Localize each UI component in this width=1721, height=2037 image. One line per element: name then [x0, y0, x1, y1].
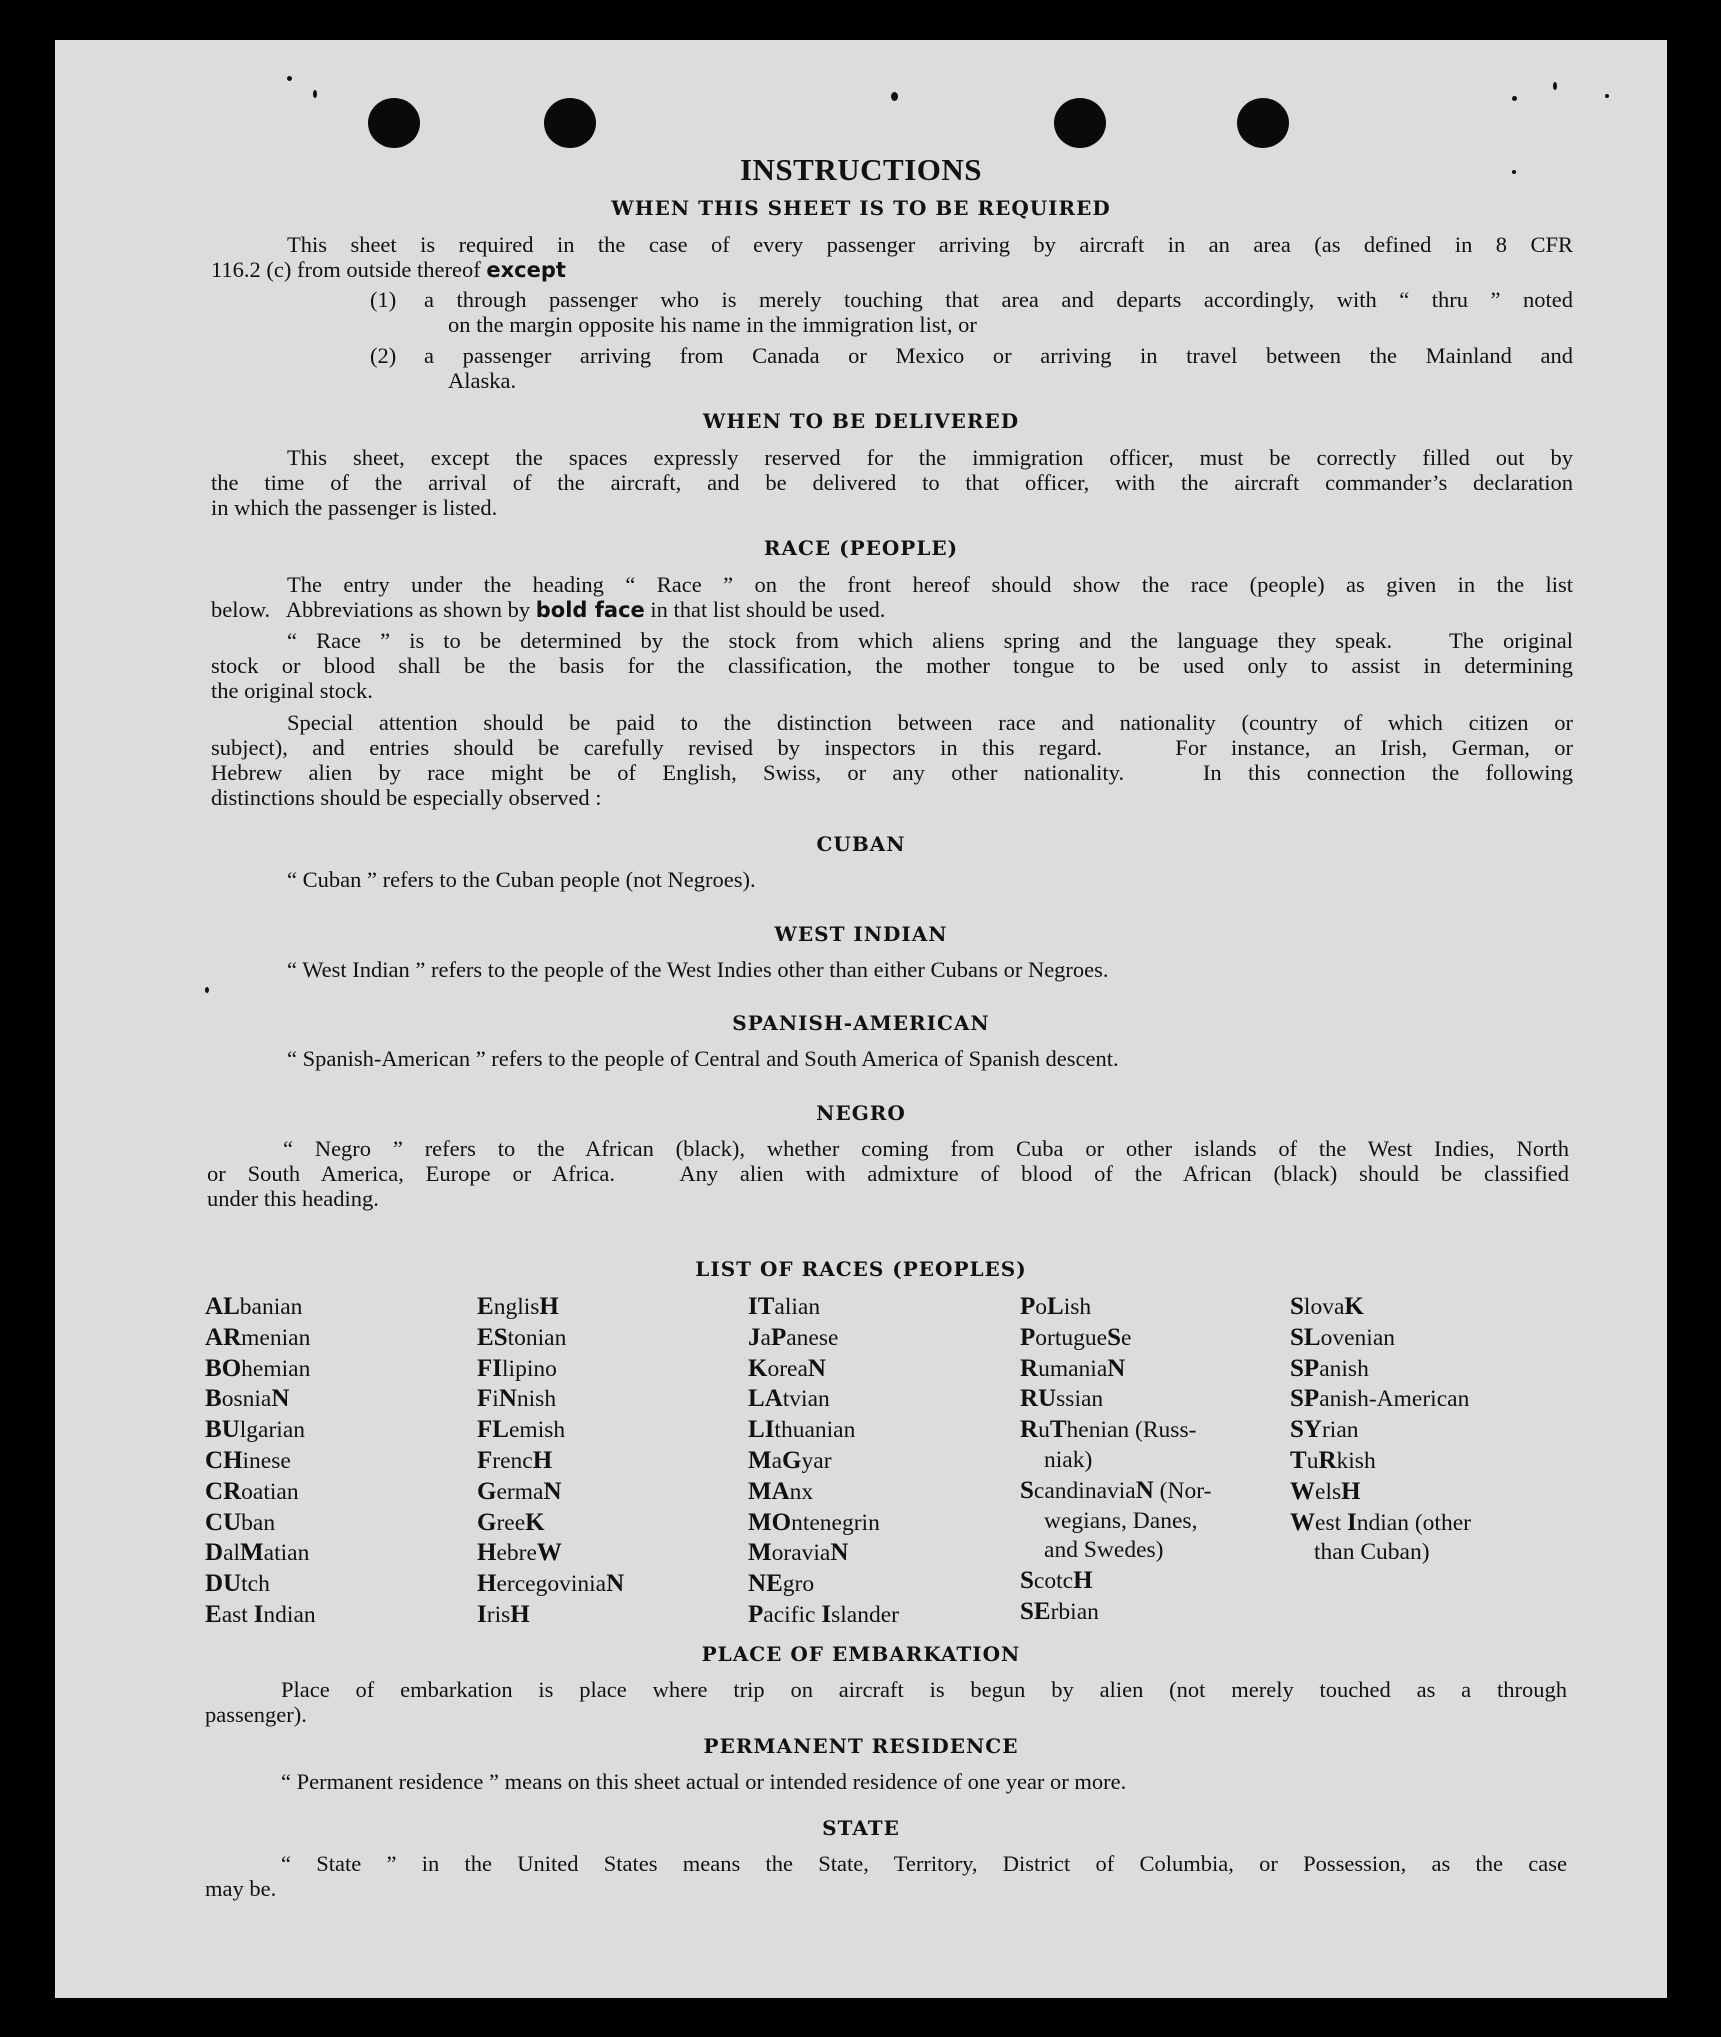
race-list-item: EnglisH [477, 1293, 559, 1320]
text-line: below. Abbreviations as shown by [211, 597, 531, 622]
race-list-item: MoraviaN [748, 1539, 849, 1567]
race-list-item: and Swedes) [1044, 1537, 1164, 1564]
race-list-item: WelsH [1290, 1477, 1361, 1505]
except-emphasis: except [486, 258, 566, 282]
race-column [1020, 1292, 1211, 1628]
race-list-item: SlovaK [1290, 1293, 1364, 1320]
paragraph-race-3 [211, 710, 1573, 810]
section-heading-spanish-american: SPANISH-AMERICAN [732, 1011, 990, 1035]
race-list-item: KoreaN [748, 1354, 826, 1382]
text-line: Special attention should be paid to the distinction between race and nationality (country of which citizen or [287, 710, 1573, 735]
text-line: a passenger arriving from Canada or Mexico or arriving in travel between the Mainland and [424, 343, 1573, 368]
race-list-item: RumaniaN [1020, 1354, 1126, 1382]
race-list-item: SPanish-American [1290, 1385, 1470, 1413]
race-list-item: PortugueSe [1020, 1323, 1132, 1351]
paragraph-spanish-american [211, 1046, 1573, 1071]
item-number: (2) [370, 343, 397, 368]
text-line: “ West Indian ” refers to the people of the West Indies other than either Cubans or Negroes. [287, 957, 1109, 982]
section-heading-state: STATE [822, 1816, 900, 1840]
text-line: on the margin opposite his name in the immigration list, or [448, 312, 977, 337]
item-text [424, 343, 1573, 393]
race-column [205, 1292, 316, 1631]
paragraph-permanent-residence [205, 1769, 1567, 1794]
race-list-item: BOhemian [205, 1354, 311, 1382]
text-line: the time of the arrival of the aircraft, and be delivered to that officer, with the aircraft commander’s declaration [211, 470, 1573, 495]
text-line: stock or blood shall be the basis for the classification, the mother tongue to be used only to assist in determining [211, 653, 1573, 678]
document-sheet [55, 40, 1667, 1998]
race-list-item: SYrian [1290, 1416, 1359, 1444]
race-list-item: SLovenian [1290, 1323, 1395, 1351]
text-line: “ Race ” is to be determined by the stock from which aliens spring and the language they speak. The original [287, 628, 1573, 653]
race-list-item: PoLish [1020, 1293, 1092, 1320]
race-list-item: BUlgarian [205, 1416, 306, 1444]
paragraph-race-2 [211, 628, 1573, 703]
paragraph-cuban [211, 867, 1573, 892]
text-line: “ Negro ” refers to the African (black), whether coming from Cuba or other islands of the West Indies, North [283, 1136, 1569, 1161]
race-list-item: MOntenegrin [748, 1508, 880, 1536]
race-list-item: DalMatian [205, 1539, 310, 1567]
race-list-item: ARmenian [205, 1323, 311, 1351]
text-line: may be. [205, 1876, 277, 1901]
race-list-item: LAtvian [748, 1385, 830, 1413]
section-heading-when-delivered: WHEN TO BE DELIVERED [702, 409, 1020, 433]
race-list-item: SErbian [1020, 1597, 1099, 1625]
text-line: Place of embarkation is place where trip on aircraft is begun by alien (not merely touched as a through [281, 1677, 1567, 1702]
section-heading-negro: NEGRO [816, 1101, 906, 1125]
section-heading-when-required: WHEN THIS SHEET IS TO BE REQUIRED [611, 196, 1111, 220]
text-line: The entry under the heading “ Race ” on the front hereof should show the race (people) as given in the list [287, 572, 1573, 597]
text-line: or South America, Europe or Africa. Any alien with admixture of blood of the African (black) should be classified [207, 1161, 1569, 1186]
section-heading-list-of-races: LIST OF RACES (PEOPLES) [695, 1257, 1027, 1281]
text-line: the original stock. [211, 678, 373, 703]
race-list-item: MaGyar [748, 1446, 832, 1474]
race-list-item: RUssian [1020, 1385, 1104, 1413]
race-list-item: MAnx [748, 1477, 814, 1505]
race-column [1290, 1292, 1471, 1568]
paragraph-state [205, 1851, 1567, 1901]
race-list-item: TuRkish [1290, 1446, 1376, 1474]
race-column [477, 1292, 624, 1631]
race-list-item: CHinese [205, 1446, 291, 1474]
race-list-item: West Indian (other [1290, 1508, 1471, 1536]
item-text [424, 287, 1573, 337]
page-title: INSTRUCTIONS [739, 152, 982, 187]
race-list-item: HebreW [477, 1539, 562, 1567]
section-heading-race: RACE (PEOPLE) [763, 536, 959, 560]
race-list-item: FIlipino [477, 1354, 557, 1382]
text-line: distinctions should be especially observed : [211, 785, 602, 810]
text-line: passenger). [205, 1702, 307, 1727]
race-list-item: JaPanese [748, 1323, 839, 1351]
race-list-item: BosniaN [205, 1385, 290, 1413]
race-list-item: Pacific Islander [748, 1600, 899, 1628]
bold-face-emphasis: bold face [535, 598, 645, 622]
text-line: a through passenger who is merely touching that area and departs accordingly, with “ thru ” noted [424, 287, 1573, 312]
race-list-item: GreeK [477, 1508, 545, 1536]
race-list-item: CRoatian [205, 1477, 299, 1505]
race-list-item: EStonian [477, 1323, 567, 1351]
text-line: “ Cuban ” refers to the Cuban people (not Negroes). [287, 867, 756, 892]
race-list-item: SPanish [1290, 1354, 1369, 1382]
race-list-item: ScotcH [1020, 1567, 1093, 1595]
race-list-item: than Cuban) [1314, 1539, 1430, 1566]
race-list-item: HercegoviniaN [477, 1570, 625, 1598]
paragraph-west-indian [211, 957, 1573, 982]
item-number: (1) [370, 287, 397, 312]
section-heading-permanent-residence: PERMANENT RESIDENCE [703, 1734, 1019, 1758]
race-list-item: CUban [205, 1508, 276, 1536]
text-line: “ Permanent residence ” means on this sheet actual or intended residence of one year or more. [281, 1769, 1127, 1794]
text-line: 116.2 (c) from outside thereof [211, 257, 481, 282]
text-line: “ Spanish-American ” refers to the people of Central and South America of Spanish descent. [287, 1046, 1119, 1071]
race-list-item: niak) [1044, 1446, 1093, 1473]
race-list-item: FrencH [477, 1446, 553, 1474]
race-list-item: DUtch [205, 1570, 270, 1598]
race-list-item: RuThenian (Russ- [1020, 1416, 1197, 1444]
paragraph-embarkation [205, 1677, 1567, 1727]
race-list-item: FiNnish [477, 1385, 557, 1413]
race-list-item: wegians, Danes, [1044, 1507, 1198, 1534]
race-list-item: IrisH [477, 1600, 530, 1628]
race-list-item: LIthuanian [748, 1416, 856, 1444]
paragraph-negro [207, 1136, 1569, 1211]
paragraph-when-required [211, 232, 1573, 283]
text-line: in which the passenger is listed. [211, 495, 498, 520]
text-line: Hebrew alien by race might be of English, Swiss, or any other nationality. In this connection the following [211, 760, 1573, 785]
race-list-item: GermaN [477, 1477, 562, 1505]
paragraph-race-1 [211, 572, 1573, 623]
text-line: subject), and entries should be carefully revised by inspectors in this regard. For instance, an Irish, German, or [211, 735, 1573, 760]
text-line: This sheet, except the spaces expressly reserved for the immigration officer, must be correctly filled out by [287, 445, 1573, 470]
race-list-item: ALbanian [205, 1293, 303, 1320]
race-list-item: ScandinaviaN (Nor- [1020, 1476, 1212, 1504]
race-list-item: East Indian [205, 1600, 316, 1628]
section-heading-embarkation: PLACE OF EMBARKATION [701, 1642, 1021, 1666]
text-line: in that list should be used. [650, 597, 886, 622]
race-list-item: ITalian [748, 1293, 821, 1320]
text-line: Alaska. [448, 368, 517, 393]
race-list-item: NEgro [748, 1570, 815, 1598]
race-list-item: FLemish [477, 1416, 566, 1444]
section-heading-west-indian: WEST INDIAN [774, 922, 948, 946]
paragraph-when-delivered [211, 445, 1573, 520]
section-heading-cuban: CUBAN [816, 832, 906, 856]
race-column [748, 1292, 899, 1631]
text-line: This sheet is required in the case of every passenger arriving by aircraft in an area (as defined in 8 CFR [287, 232, 1573, 257]
text-line: under this heading. [207, 1186, 379, 1211]
text-line: “ State ” in the United States means the State, Territory, District of Columbia, or Possession, as the case [281, 1851, 1567, 1876]
